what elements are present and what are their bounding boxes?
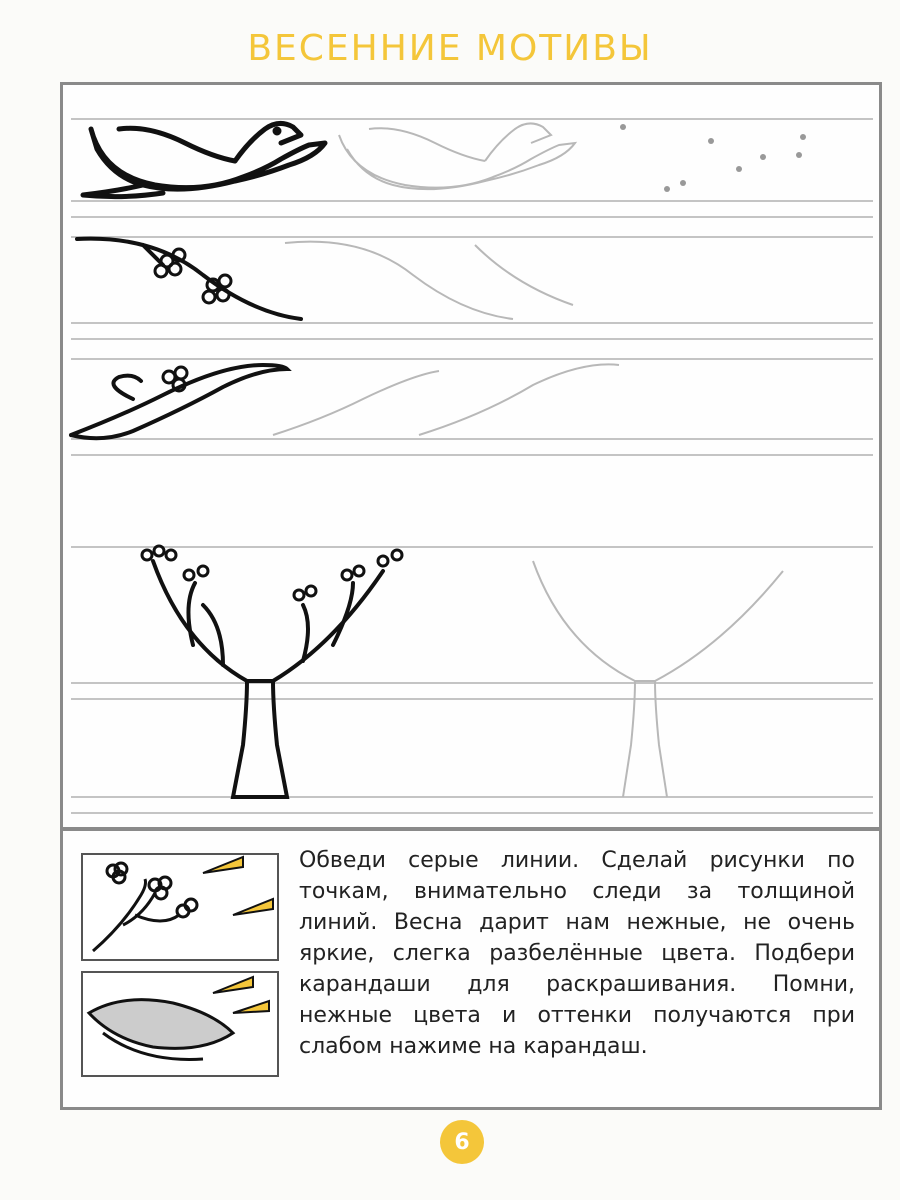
tree-trace <box>533 561 783 797</box>
worksheet-frame <box>60 82 882 1110</box>
branch-trace <box>285 242 573 319</box>
page-title: ВЕСЕННИЕ МОТИВЫ <box>247 28 653 69</box>
swirl-example <box>71 365 287 438</box>
bird-example <box>83 123 325 196</box>
bird-illustration <box>83 973 277 1075</box>
flowers-illustration <box>83 855 277 959</box>
branch-example <box>77 239 301 319</box>
example-image-flowers <box>81 853 279 961</box>
instruction-area <box>63 831 879 1107</box>
tracing-exercises <box>63 85 879 825</box>
tree-example <box>142 546 402 797</box>
bird-trace <box>339 123 575 189</box>
example-image-bird <box>81 971 279 1077</box>
page-number: 6 <box>440 1120 484 1164</box>
instruction-text: Обведи серые линии. Сделай рисунки по точкам, внимательно следи за толщиной линий. Весна дарит нам нежные, не очень яркие, слегка разбелённые цвета. Подбери карандаши для раскрашивания. Помни, нежные цвета и оттенки получаются при слабом нажиме на карандаш. <box>299 848 855 1059</box>
bird-dots <box>620 124 806 192</box>
swirl-trace <box>273 364 619 435</box>
guide-lines <box>71 119 873 813</box>
